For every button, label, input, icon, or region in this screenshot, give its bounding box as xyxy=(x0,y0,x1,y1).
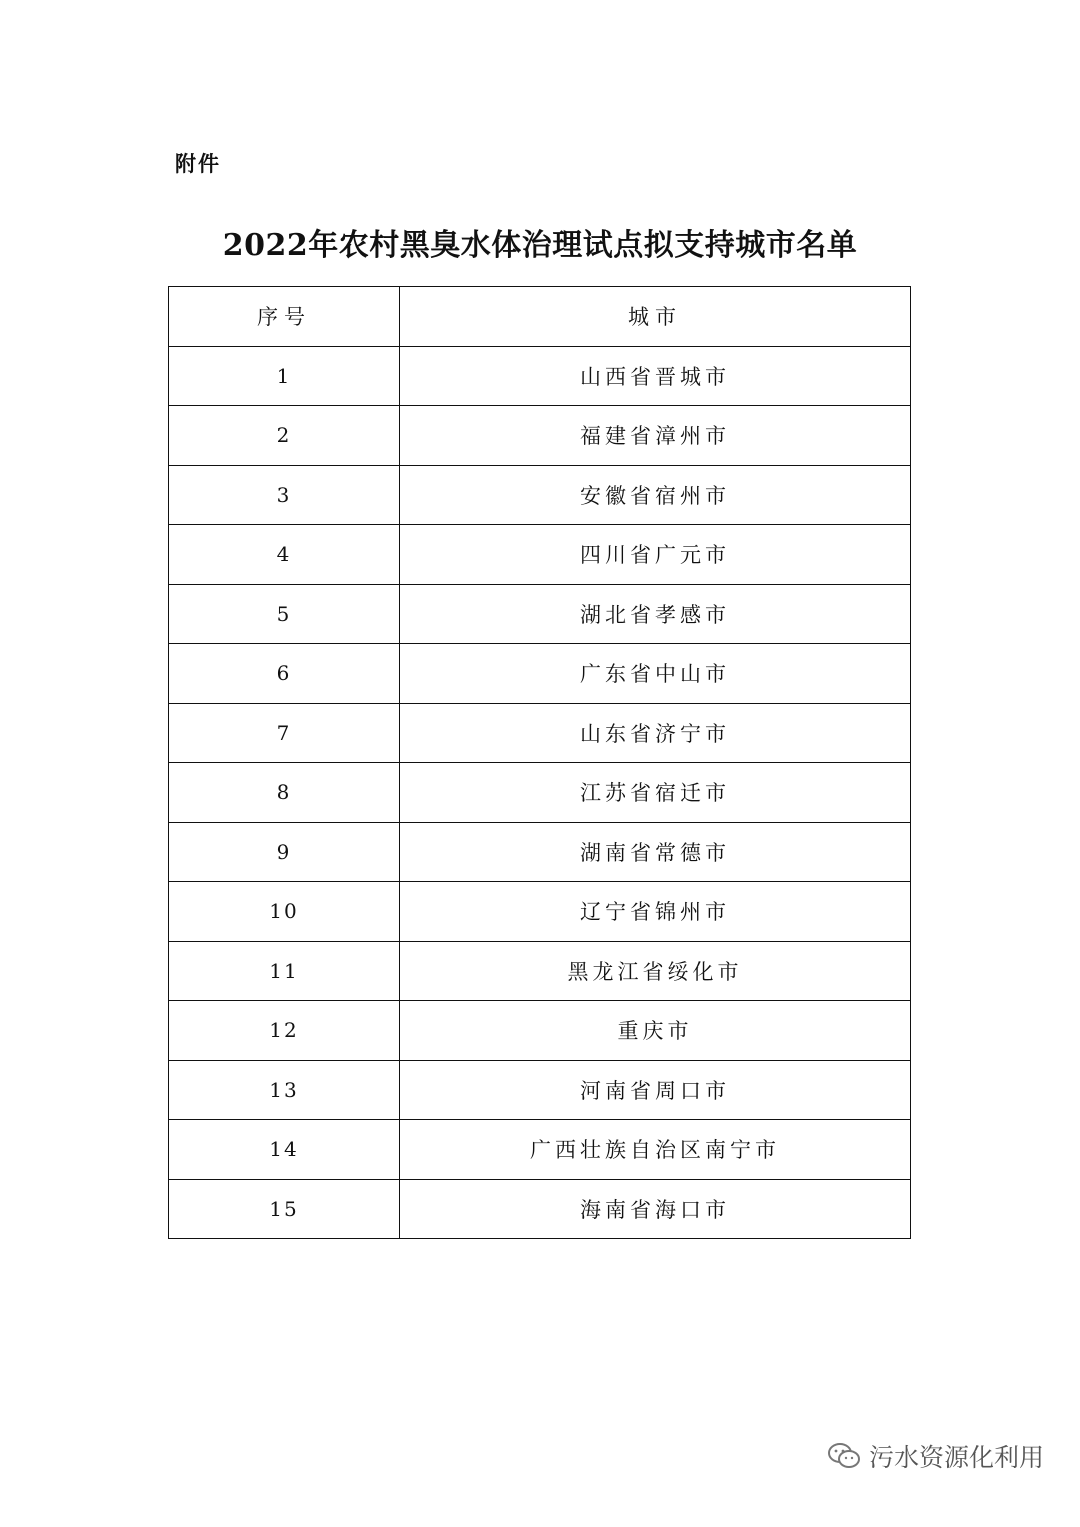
table-row xyxy=(169,703,911,763)
table-row xyxy=(169,465,911,525)
table-row xyxy=(169,941,911,1001)
row-city: 重庆市 xyxy=(400,1001,911,1061)
row-index: 3 xyxy=(169,465,400,525)
table-row xyxy=(169,1060,911,1120)
row-index: 11 xyxy=(169,941,400,1001)
city-list-table xyxy=(168,286,911,1239)
table-row xyxy=(169,763,911,823)
row-city: 黑龙江省绥化市 xyxy=(400,941,911,1001)
table-row xyxy=(169,1120,911,1180)
row-index: 10 xyxy=(169,882,400,942)
table-row xyxy=(169,1001,911,1061)
watermark xyxy=(827,1438,1044,1474)
attachment-label: 附件 xyxy=(175,152,221,176)
row-city: 湖南省常德市 xyxy=(400,822,911,882)
wechat-icon xyxy=(827,1442,861,1470)
table-row xyxy=(169,822,911,882)
row-city: 广西壮族自治区南宁市 xyxy=(400,1120,911,1180)
document-title: 2022年农村黑臭水体治理试点拟支持城市名单 xyxy=(222,228,858,263)
row-city: 山东省济宁市 xyxy=(400,703,911,763)
row-city: 安徽省宿州市 xyxy=(400,465,911,525)
row-city: 湖北省孝感市 xyxy=(400,584,911,644)
row-index: 2 xyxy=(169,406,400,466)
row-city: 山西省晋城市 xyxy=(400,346,911,406)
table-row xyxy=(169,644,911,704)
table-header-row xyxy=(169,287,911,347)
row-city: 四川省广元市 xyxy=(400,525,911,585)
table-row xyxy=(169,1179,911,1239)
row-index: 14 xyxy=(169,1120,400,1180)
row-index: 13 xyxy=(169,1060,400,1120)
table-row xyxy=(169,882,911,942)
header-index: 序号 xyxy=(169,287,400,347)
row-index: 7 xyxy=(169,703,400,763)
table-row xyxy=(169,346,911,406)
table-row xyxy=(169,584,911,644)
header-city: 城市 xyxy=(400,287,911,347)
row-city: 河南省周口市 xyxy=(400,1060,911,1120)
row-index: 1 xyxy=(169,346,400,406)
table-row xyxy=(169,525,911,585)
row-city: 广东省中山市 xyxy=(400,644,911,704)
row-index: 12 xyxy=(169,1001,400,1061)
row-index: 9 xyxy=(169,822,400,882)
row-index: 6 xyxy=(169,644,400,704)
row-index: 15 xyxy=(169,1179,400,1239)
row-index: 5 xyxy=(169,584,400,644)
row-city: 海南省海口市 xyxy=(400,1179,911,1239)
row-index: 4 xyxy=(169,525,400,585)
row-index: 8 xyxy=(169,763,400,823)
row-city: 江苏省宿迁市 xyxy=(400,763,911,823)
row-city: 福建省漳州市 xyxy=(400,406,911,466)
table-row xyxy=(169,406,911,466)
watermark-text: 污水资源化利用 xyxy=(868,1443,1044,1472)
row-city: 辽宁省锦州市 xyxy=(400,882,911,942)
